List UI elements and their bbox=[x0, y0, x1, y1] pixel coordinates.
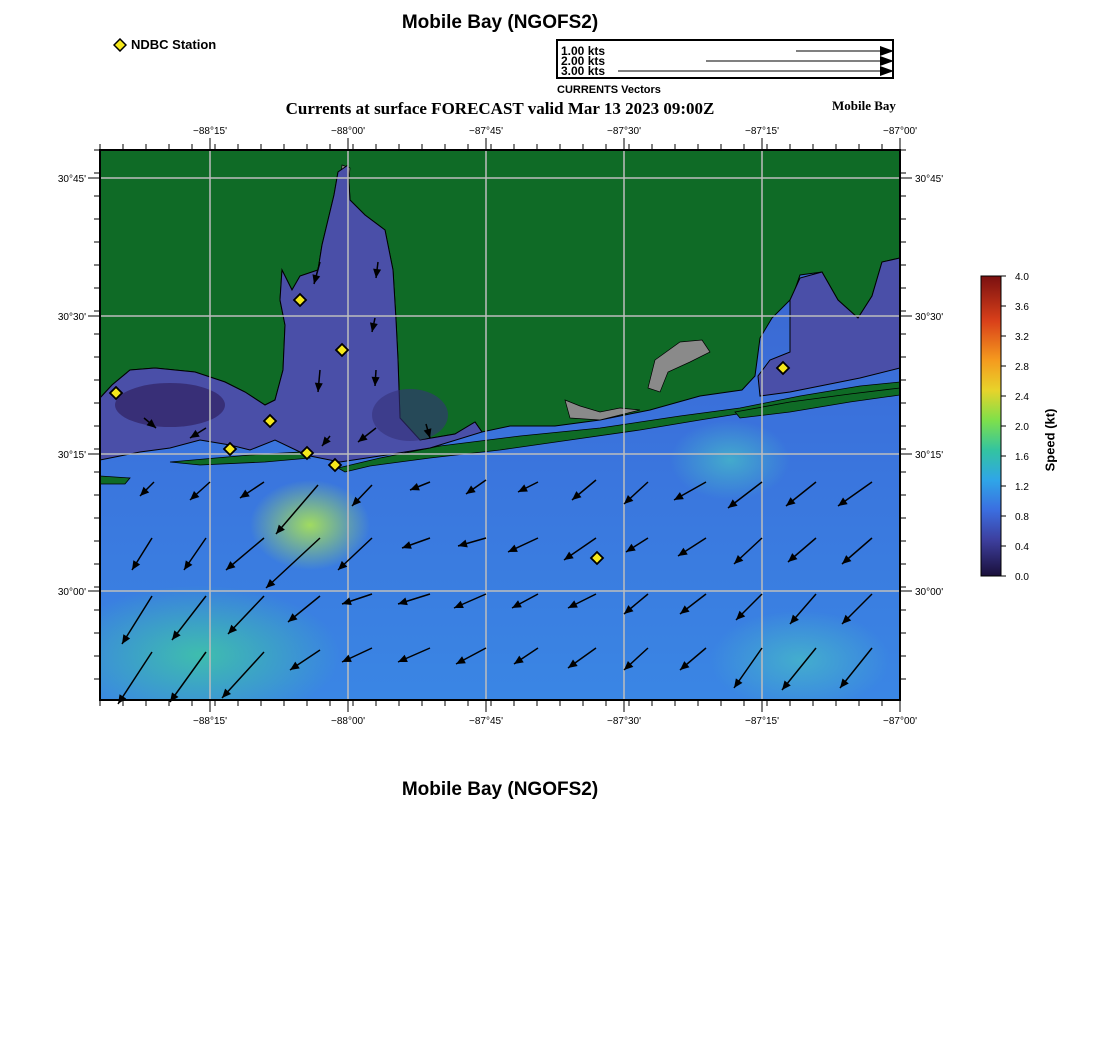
y-tick-left: 30°15' bbox=[57, 450, 86, 461]
colorbar-ticks bbox=[1001, 276, 1006, 576]
colorbar-tick-label: 2.8 bbox=[1015, 362, 1029, 373]
colorbar-tick-label: 0.4 bbox=[1015, 542, 1029, 553]
colorbar-tick-label: 4.0 bbox=[1015, 272, 1029, 283]
colorbar-tick-label: 0.8 bbox=[1015, 512, 1029, 523]
region-label: Mobile Bay bbox=[832, 98, 896, 113]
y-tick-right: 30°30' bbox=[915, 312, 944, 323]
y-tick-left: 30°30' bbox=[57, 312, 86, 323]
bay-shallows-east bbox=[372, 389, 448, 441]
vector-label-2: 2.00 kts bbox=[561, 54, 606, 68]
colorbar-tick-label: 0.0 bbox=[1015, 572, 1029, 583]
vector-label-1: 1.00 kts bbox=[561, 44, 606, 58]
y-tick-right: 30°15' bbox=[915, 450, 944, 461]
page-title: Mobile Bay (NGOFS2) bbox=[401, 12, 599, 33]
vector-label-3: 3.00 kts bbox=[561, 64, 606, 78]
colorbar-tick-label: 1.6 bbox=[1015, 452, 1029, 463]
x-tick-bottom: −87°30' bbox=[607, 716, 641, 727]
x-tick-top: −87°00' bbox=[883, 126, 917, 137]
y-tick-left: 30°45' bbox=[57, 174, 86, 185]
forecast-title: Currents at surface FORECAST valid Mar 13 2023 09:00Z bbox=[285, 99, 715, 118]
colorbar-title: Speed (kt) bbox=[1042, 408, 1058, 472]
x-tick-top: −87°30' bbox=[607, 126, 641, 137]
x-tick-bottom: −87°45' bbox=[469, 716, 503, 727]
station-legend-label: NDBC Station bbox=[131, 37, 217, 52]
x-tick-bottom: −87°15' bbox=[745, 716, 779, 727]
x-tick-bottom: −87°00' bbox=[883, 716, 917, 727]
colorbar-tick-label: 3.6 bbox=[1015, 302, 1029, 313]
x-tick-top: −88°00' bbox=[331, 126, 365, 137]
current-eddy-east bbox=[670, 420, 790, 500]
vector-caption: CURRENTS Vectors bbox=[557, 84, 661, 96]
x-tick-top: −87°45' bbox=[469, 126, 503, 137]
y-tick-right: 30°45' bbox=[915, 174, 944, 185]
current-nearshore-west bbox=[57, 585, 340, 725]
colorbar-tick-label: 2.0 bbox=[1015, 422, 1029, 433]
footer-title: Mobile Bay (NGOFS2) bbox=[401, 779, 599, 800]
colorbar bbox=[981, 272, 1029, 583]
map-layers bbox=[57, 150, 900, 725]
colorbar-tick-label: 2.4 bbox=[1015, 392, 1029, 403]
colorbar-labels bbox=[1015, 272, 1029, 583]
x-tick-top: −87°15' bbox=[745, 126, 779, 137]
colorbar-gradient bbox=[981, 276, 1001, 576]
colorbar-tick-label: 3.2 bbox=[1015, 332, 1029, 343]
x-tick-top: −88°15' bbox=[193, 126, 227, 137]
x-tick-bottom: −88°00' bbox=[331, 716, 365, 727]
x-tick-bottom: −88°15' bbox=[193, 716, 227, 727]
y-tick-right: 30°00' bbox=[915, 587, 944, 598]
bay-shallows-west bbox=[115, 383, 225, 427]
colorbar-tick-label: 1.2 bbox=[1015, 482, 1029, 493]
y-tick-left: 30°00' bbox=[57, 587, 86, 598]
